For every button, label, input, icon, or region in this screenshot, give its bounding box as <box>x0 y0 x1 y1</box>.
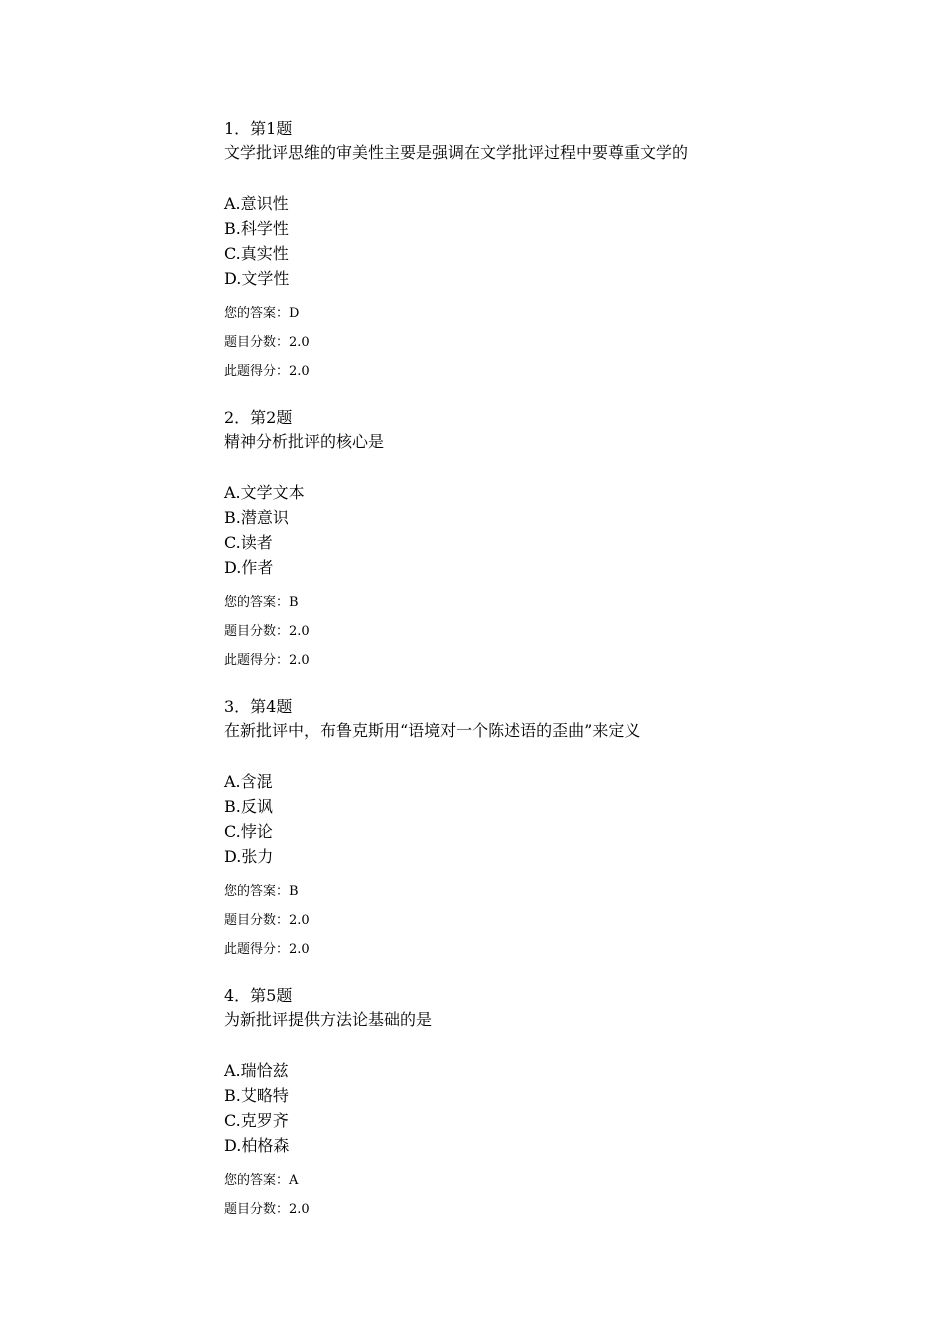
option-a: A.文学文本 <box>224 483 305 502</box>
earned-score: 此题得分：2.0 <box>224 364 310 379</box>
option-a: A.含混 <box>224 772 273 791</box>
question-text: 文学批评思维的审美性主要是强调在文学批评过程中要尊重文学的 <box>224 143 689 162</box>
answer-info <box>224 299 904 386</box>
document-body <box>224 117 904 1273</box>
option-b: B.艾略特 <box>224 1086 289 1105</box>
your-answer: 您的答案：D <box>224 306 300 321</box>
option-list <box>224 480 904 580</box>
answer-info <box>224 1166 904 1224</box>
question-text: 精神分析批评的核心是 <box>224 432 385 451</box>
question-score: 题目分数：2.0 <box>224 335 310 350</box>
option-d: D.柏格森 <box>224 1136 290 1155</box>
spacer <box>224 1032 904 1058</box>
question-text: 为新批评提供方法论基础的是 <box>224 1010 433 1029</box>
spacer <box>224 454 904 480</box>
option-c: C.真实性 <box>224 244 289 263</box>
option-b: B.潜意识 <box>224 508 289 527</box>
question-4 <box>224 984 904 1273</box>
question-title: 4．第5题 <box>224 986 293 1005</box>
question-title: 1．第1题 <box>224 119 293 138</box>
option-b: B.反讽 <box>224 797 273 816</box>
option-d: D.作者 <box>224 558 274 577</box>
question-text: 在新批评中，布鲁克斯用“语境对一个陈述语的歪曲”来定义 <box>224 721 641 740</box>
earned-score: 此题得分：2.0 <box>224 942 310 957</box>
option-d: D.文学性 <box>224 269 290 288</box>
option-a: A.意识性 <box>224 194 289 213</box>
option-d: D.张力 <box>224 847 274 866</box>
option-c: C.克罗齐 <box>224 1111 289 1130</box>
question-title: 2．第2题 <box>224 408 293 427</box>
option-list <box>224 769 904 869</box>
question-score: 题目分数：2.0 <box>224 913 310 928</box>
question-1 <box>224 117 904 406</box>
spacer <box>224 165 904 191</box>
answer-info <box>224 877 904 964</box>
your-answer: 您的答案：B <box>224 884 299 899</box>
earned-score: 此题得分：2.0 <box>224 653 310 668</box>
option-c: C.悖论 <box>224 822 273 841</box>
your-answer: 您的答案：B <box>224 595 299 610</box>
option-a: A.瑞恰兹 <box>224 1061 289 1080</box>
question-2 <box>224 406 904 695</box>
option-list <box>224 191 904 291</box>
spacer <box>224 743 904 769</box>
option-list <box>224 1058 904 1158</box>
option-b: B.科学性 <box>224 219 289 238</box>
question-3 <box>224 695 904 984</box>
question-title: 3．第4题 <box>224 697 293 716</box>
answer-info <box>224 588 904 675</box>
question-score: 题目分数：2.0 <box>224 1202 310 1217</box>
question-score: 题目分数：2.0 <box>224 624 310 639</box>
option-c: C.读者 <box>224 533 273 552</box>
your-answer: 您的答案：A <box>224 1173 299 1188</box>
